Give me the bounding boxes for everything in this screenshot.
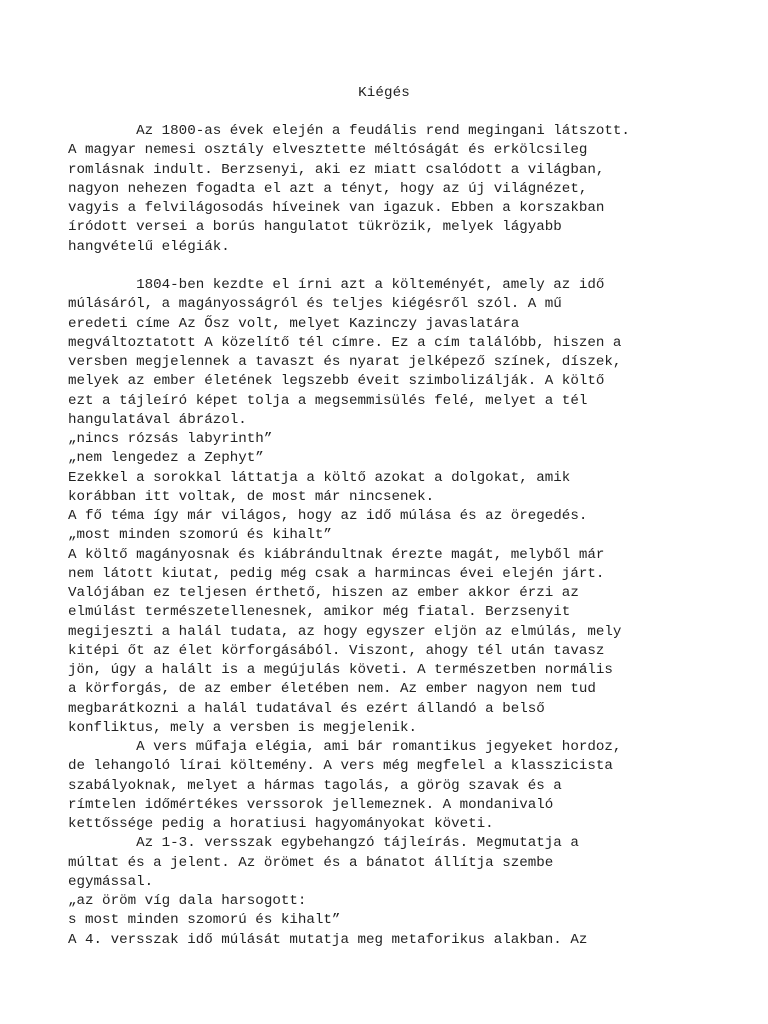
text-line: megváltoztatott A közelítő tél címre. Ez a cím találóbb, hiszen a	[68, 334, 622, 351]
document-body	[68, 122, 708, 950]
text-line: A költő magányosnak és kiábrándultnak érezte magát, melyből már	[68, 546, 605, 563]
text-line: Ezekkel a sorokkal láttatja a költő azokat a dolgokat, amik	[68, 469, 571, 486]
text-line: szabályoknak, melyet a hármas tagolás, a görög szavak és a	[68, 777, 562, 794]
text-line: íródott versei a borús hangulatot tükrözik, melyek lágyabb	[68, 219, 562, 236]
text-line: „most minden szomorú és kihalt”	[68, 527, 332, 544]
text-line: megbarátkozni a halál tudatával és ezért állandó a belső	[68, 700, 545, 717]
text-line: eredeti címe Az Ősz volt, melyet Kazinczy javaslatára	[68, 315, 520, 332]
text-line: nem látott kiutat, pedig még csak a harmincas évei elején járt.	[68, 565, 605, 582]
text-line: korábban itt voltak, de most már nincsenek.	[68, 488, 435, 505]
text-line: kettőssége pedig a horatiusi hagyományokat követi.	[68, 816, 494, 832]
text-line: „nincs rózsás labyrinth”	[68, 431, 273, 447]
text-line: rímtelen időmértékes verssorok jellemeznek. A mondanivaló	[68, 796, 554, 813]
text-line: A 4. versszak idő múlását mutatja meg metaforikus alakban. Az	[68, 931, 588, 948]
text-line: jön, úgy a halált is a megújulás követi. A természetben normális	[68, 662, 613, 678]
text-line: a körforgás, de az ember életében nem. Az ember nagyon nem tud	[68, 681, 596, 698]
text-line: versben megjelennek a tavaszt és nyarat jelképező színek, díszek,	[68, 354, 622, 370]
text-line: Az 1-3. versszak egybehangzó tájleírás. Megmutatja a	[68, 835, 579, 852]
text-line: Az 1800-as évek elején a feudális rend megingani látszott.	[68, 123, 630, 139]
text-line: hangulatával ábrázol.	[68, 411, 247, 428]
text-line: A magyar nemesi osztály elvesztette méltóságát és erkölcsileg	[68, 142, 588, 159]
text-line: A vers műfaja elégia, ami bár romantikus jegyeket hordoz,	[68, 739, 622, 755]
text-line: melyek az ember életének legszebb éveit szimbolizálják. A költő	[68, 373, 605, 390]
text-line: kitépi őt az élet körforgásából. Viszont, ahogy tél után tavasz	[68, 642, 605, 659]
text-line: Valójában ez teljesen érthető, hiszen az ember akkor érzi az	[68, 585, 579, 601]
text-line: konfliktus, mely a versben is megjelenik.	[68, 719, 418, 736]
text-line: A fő téma így már világos, hogy az idő múlása és az öregedés.	[68, 508, 588, 524]
text-line: egymással.	[68, 873, 154, 890]
text-line: múltat és a jelent. Az örömet és a bánatot állítja szembe	[68, 854, 554, 871]
text-line: vagyis a felvilágosodás híveinek van igazuk. Ebben a korszakban	[68, 200, 605, 216]
text-line: hangvételű elégiák.	[68, 238, 230, 255]
document-title: Kiégés	[358, 85, 410, 101]
text-line: megijeszti a halál tudata, az hogy egyszer eljön az elmúlás, mely	[68, 623, 622, 640]
text-line: „az öröm víg dala harsogott:	[68, 893, 307, 909]
text-line: „nem lengedez a Zephyt”	[68, 450, 264, 467]
text-line: romlásnak indult. Berzsenyi, aki ez miatt csalódott a világban,	[68, 161, 605, 178]
text-line: elmúlást természetellenesnek, amikor még fiatal. Berzsenyit	[68, 604, 571, 621]
text-line: múlásáról, a magányosságról és teljes kiégésről szól. A mű	[68, 296, 562, 313]
text-line: de lehangoló lírai költemény. A vers még megfelel a klasszicista	[68, 758, 613, 775]
text-line: s most minden szomorú és kihalt”	[68, 912, 341, 929]
text-line: 1804-ben kezdte el írni azt a költeményét, amely az idő	[68, 277, 605, 293]
paragraph-gap	[68, 257, 708, 276]
text-line: ezt a tájleíró képet tolja a megsemmisülés felé, melyet a tél	[68, 392, 588, 409]
text-line: nagyon nehezen fogadta el azt a tényt, hogy az új világnézet,	[68, 180, 588, 197]
